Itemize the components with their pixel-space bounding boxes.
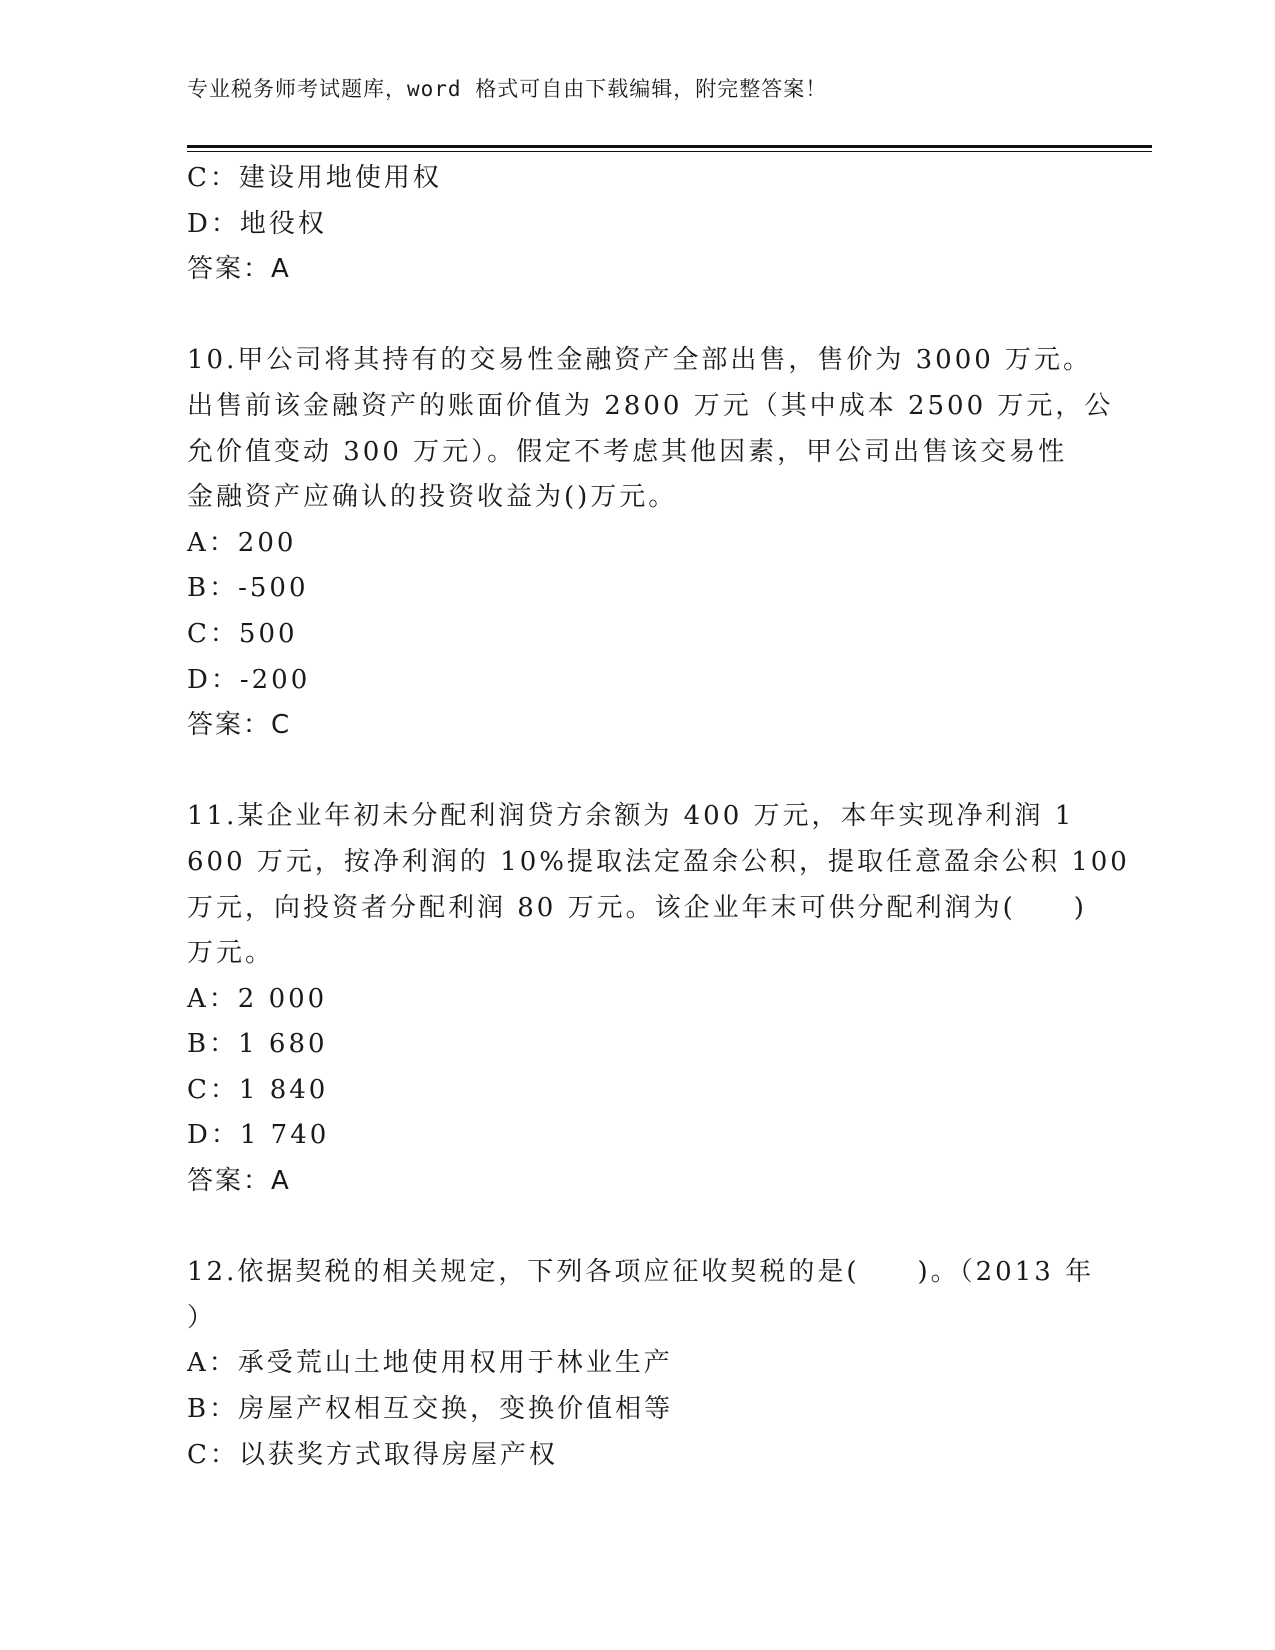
question-12-option-a: A：承受荒山土地使用权用于林业生产 [187, 1348, 673, 1379]
question-12-option-c: C：以获奖方式取得房屋产权 [187, 1439, 558, 1470]
question-11-line-1: 11.某企业年初未分配利润贷方余额为 400 万元，本年实现净利润 1 [187, 801, 1075, 832]
question-11-answer: 答案：A [187, 1166, 291, 1197]
question-12-line-1: 12.依据契税的相关规定，下列各项应征收契税的是( )。（2013 年 [187, 1257, 1095, 1288]
header-rule-thin [187, 151, 1152, 152]
question-content [187, 156, 1130, 1478]
question-10-option-a: A：200 [187, 527, 297, 558]
question-11-option-c: C：1 840 [187, 1074, 329, 1105]
option-c: C：建设用地使用权 [187, 163, 442, 193]
question-11-option-d: D：1 740 [187, 1120, 330, 1151]
question-11-line-3: 万元，向投资者分配利润 80 万元。该企业年末可供分配利润为( ) [187, 892, 1087, 923]
question-10-option-c: C：500 [187, 618, 298, 649]
question-11-option-a: A：2 000 [187, 983, 328, 1014]
answer-line: 答案：A [187, 254, 291, 285]
question-12-line-2: ） [187, 1302, 217, 1333]
question-10-line-4: 金融资产应确认的投资收益为()万元。 [187, 482, 678, 513]
question-11-line-4: 万元。 [187, 938, 275, 969]
question-11-option-b: B：1 680 [187, 1029, 328, 1060]
question-10-line-3: 允价值变动 300 万元）。假定不考虑其他因素，甲公司出售该交易性 [187, 436, 1068, 467]
page-header: 专业税务师考试题库，word 格式可自由下载编辑，附完整答案！ [187, 77, 828, 101]
question-10-answer: 答案：C [187, 710, 292, 741]
header-rule-thick [187, 145, 1152, 148]
question-10-line-2: 出售前该金融资产的账面价值为 2800 万元（其中成本 2500 万元，公 [187, 390, 1114, 421]
question-10-line-1: 10.甲公司将其持有的交易性金融资产全部出售，售价为 3000 万元。 [187, 345, 1093, 376]
question-10-option-b: B：-500 [187, 573, 309, 604]
option-d: D：地役权 [187, 208, 327, 239]
question-10-option-d: D：-200 [187, 664, 311, 695]
question-12-option-b: B：房屋产权相互交换，变换价值相等 [187, 1394, 674, 1425]
question-11-line-2: 600 万元，按净利润的 10%提取法定盈余公积，提取任意盈余公积 100 [187, 846, 1130, 877]
